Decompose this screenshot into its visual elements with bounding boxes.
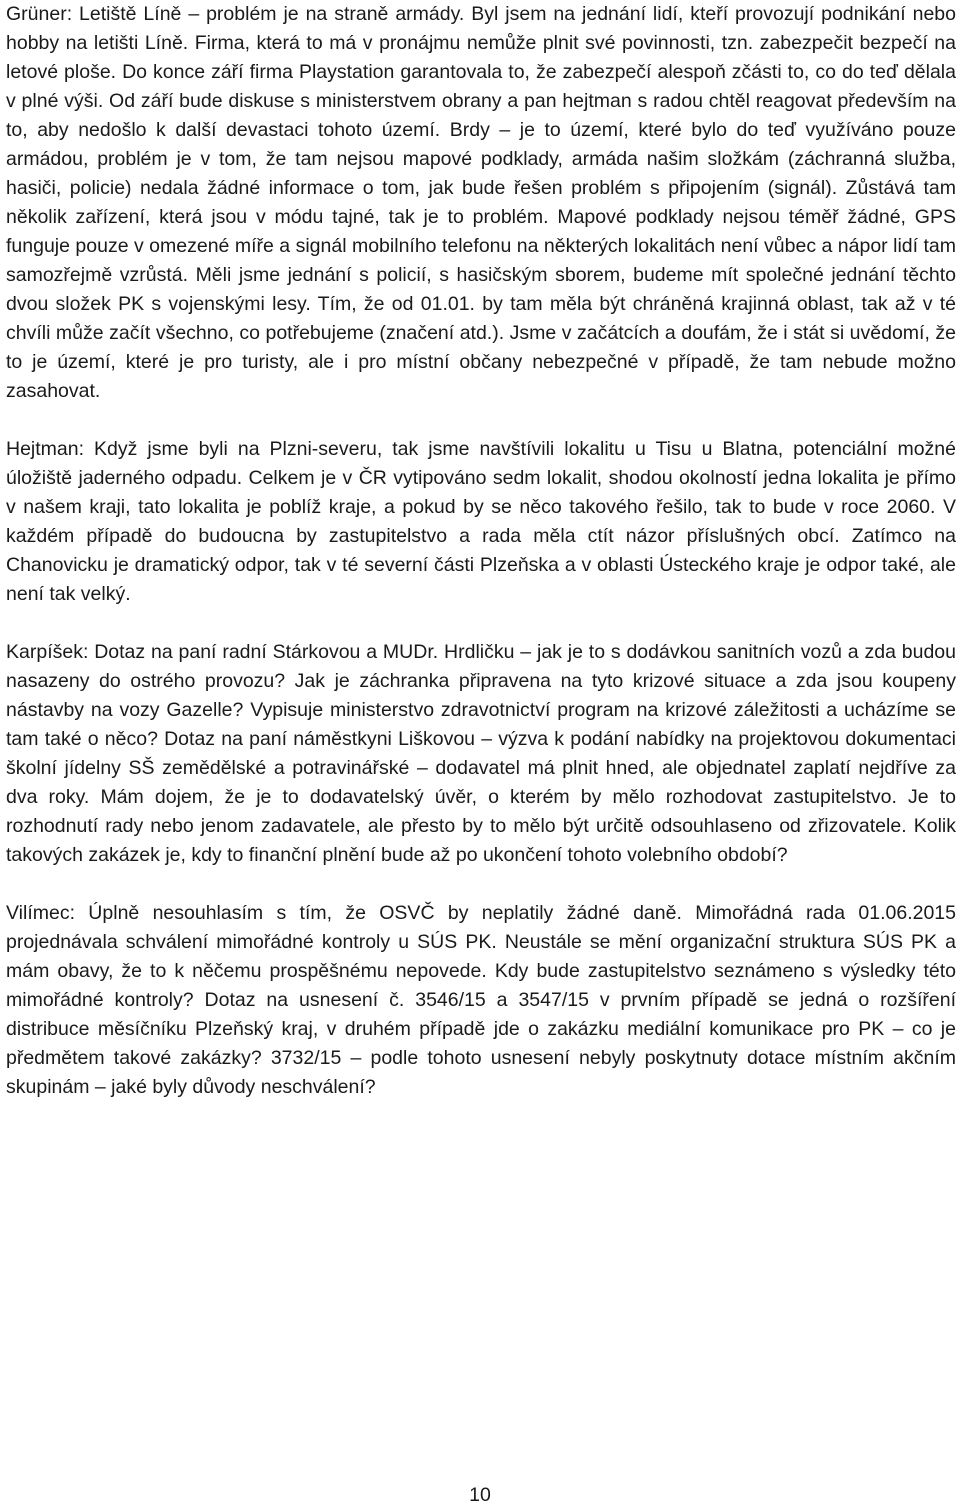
document-page <box>6 0 956 1131</box>
paragraph-gruner: Grüner: Letiště Líně – problém je na straně armády. Byl jsem na jednání lidí, kteří provozují podnikání nebo hobby na letišti Líně. Firma, která to má v pronájmu nemůže plnit své povinnosti, tzn. zabezpečit bezpečí na letové ploše. Do konce září firma Playstation garantovala to, že zabezpečí alespoň zčásti to, co do teď dělala v plné výši. Od září bude diskuse s ministerstvem obrany a pan hejtman s radou chtěl reagovat především na to, aby nedošlo k další devastaci tohoto území. Brdy – je to území, které bylo do teď využíváno pouze armádou, problém je v tom, že tam nejsou mapové podklady, armáda našim složkám (záchranná služba, hasiči, policie) nedala žádné informace o tom, jak bude řešen problém s připojením (signál). Zůstává tam několik zařízení, která jsou v módu tajné, tak je to problém. Mapové podklady nejsou téměř žádné, GPS funguje pouze v omezené míře a signál mobilního telefonu na některých lokalitách není vůbec a nápor lidí tam samozřejmě vzrůstá. Měli jsme jednání s policií, s hasičským sborem, budeme mít společné jednání těchto dvou složek PK s vojenskými lesy. Tím, že od 01.01. by tam měla být chráněná krajinná oblast, tak až v té chvíli může začít všechno, co potřebujeme (značení atd.). Jsme v začátcích a doufám, že i stát si uvědomí, že to je území, které je pro turisty, ale i pro místní občany nebezpečné v případě, že tam nebude možno zasahovat. <box>6 3 956 402</box>
paragraph-karpisek: Karpíšek: Dotaz na paní radní Stárkovou a MUDr. Hrdličku – jak je to s dodávkou sanitních vozů a zda budou nasazeny do ostrého provozu? Jak je záchranka připravena na tyto krizové situace a zda jsou koupeny nástavby na vozy Gazelle? Vypisuje ministerstvo zdravotnictví program na krizové záležitosti a ucházíme se tam také o něco? Dotaz na paní náměstkyni Liškovou – výzva k podání nabídky na projektovou dokumentaci školní jídelny SŠ zemědělské a potravinářské – dodavatel má plnit hned, ale objednatel zaplatí nejdříve za dva roky. Mám dojem, že je to dodavatelský úvěr, o kterém by mělo rozhodovat zastupitelstvo. Je to rozhodnutí rady nebo jenom zadavatele, ale přesto by to mělo být určitě odsouhlaseno od zřizovatele. Kolik takových zakázek je, kdy to finanční plnění bude až po ukončení tohoto volebního období? <box>6 641 956 866</box>
paragraph-hejtman: Hejtman: Když jsme byli na Plzni-severu, tak jsme navštívili lokalitu u Tisu u Blatna, potenciální možné úložiště jaderného odpadu. Celkem je v ČR vytipováno sedm lokalit, shodou okolností jedna lokalita je přímo v našem kraji, tato lokalita je poblíž kraje, a pokud by se něco takového řešilo, tak to bude v roce 2060. V každém případě do budoucna by zastupitelstvo a rada měla ctít názor příslušných obcí. Zatímco na Chanovicku je dramatický odpor, tak v té severní části Plzeňska a v oblasti Ústeckého kraje je odpor také, ale není tak velký. <box>6 438 956 605</box>
page-number: 10 <box>469 1484 491 1506</box>
paragraph-vilimec: Vilímec: Úplně nesouhlasím s tím, že OSVČ by neplatily žádné daně. Mimořádná rada 01.06.2015 projednávala schválení mimořádné kontroly u SÚS PK. Neustále se mění organizační struktura SÚS PK a mám obavy, že to k něčemu prospěšnému nepovede. Kdy bude zastupitelstvo seznámeno s výsledky této mimořádné kontroly? Dotaz na usnesení č. 3546/15 a 3547/15 v prvním případě se jedná o rozšíření distribuce měsíčníku Plzeňský kraj, v druhém případě jde o zakázku mediální komunikace pro PK – co je předmětem takové zakázky? 3732/15 – podle tohoto usnesení nebyly poskytnuty dotace místním akčním skupinám – jaké byly důvody neschválení? <box>6 902 956 1098</box>
